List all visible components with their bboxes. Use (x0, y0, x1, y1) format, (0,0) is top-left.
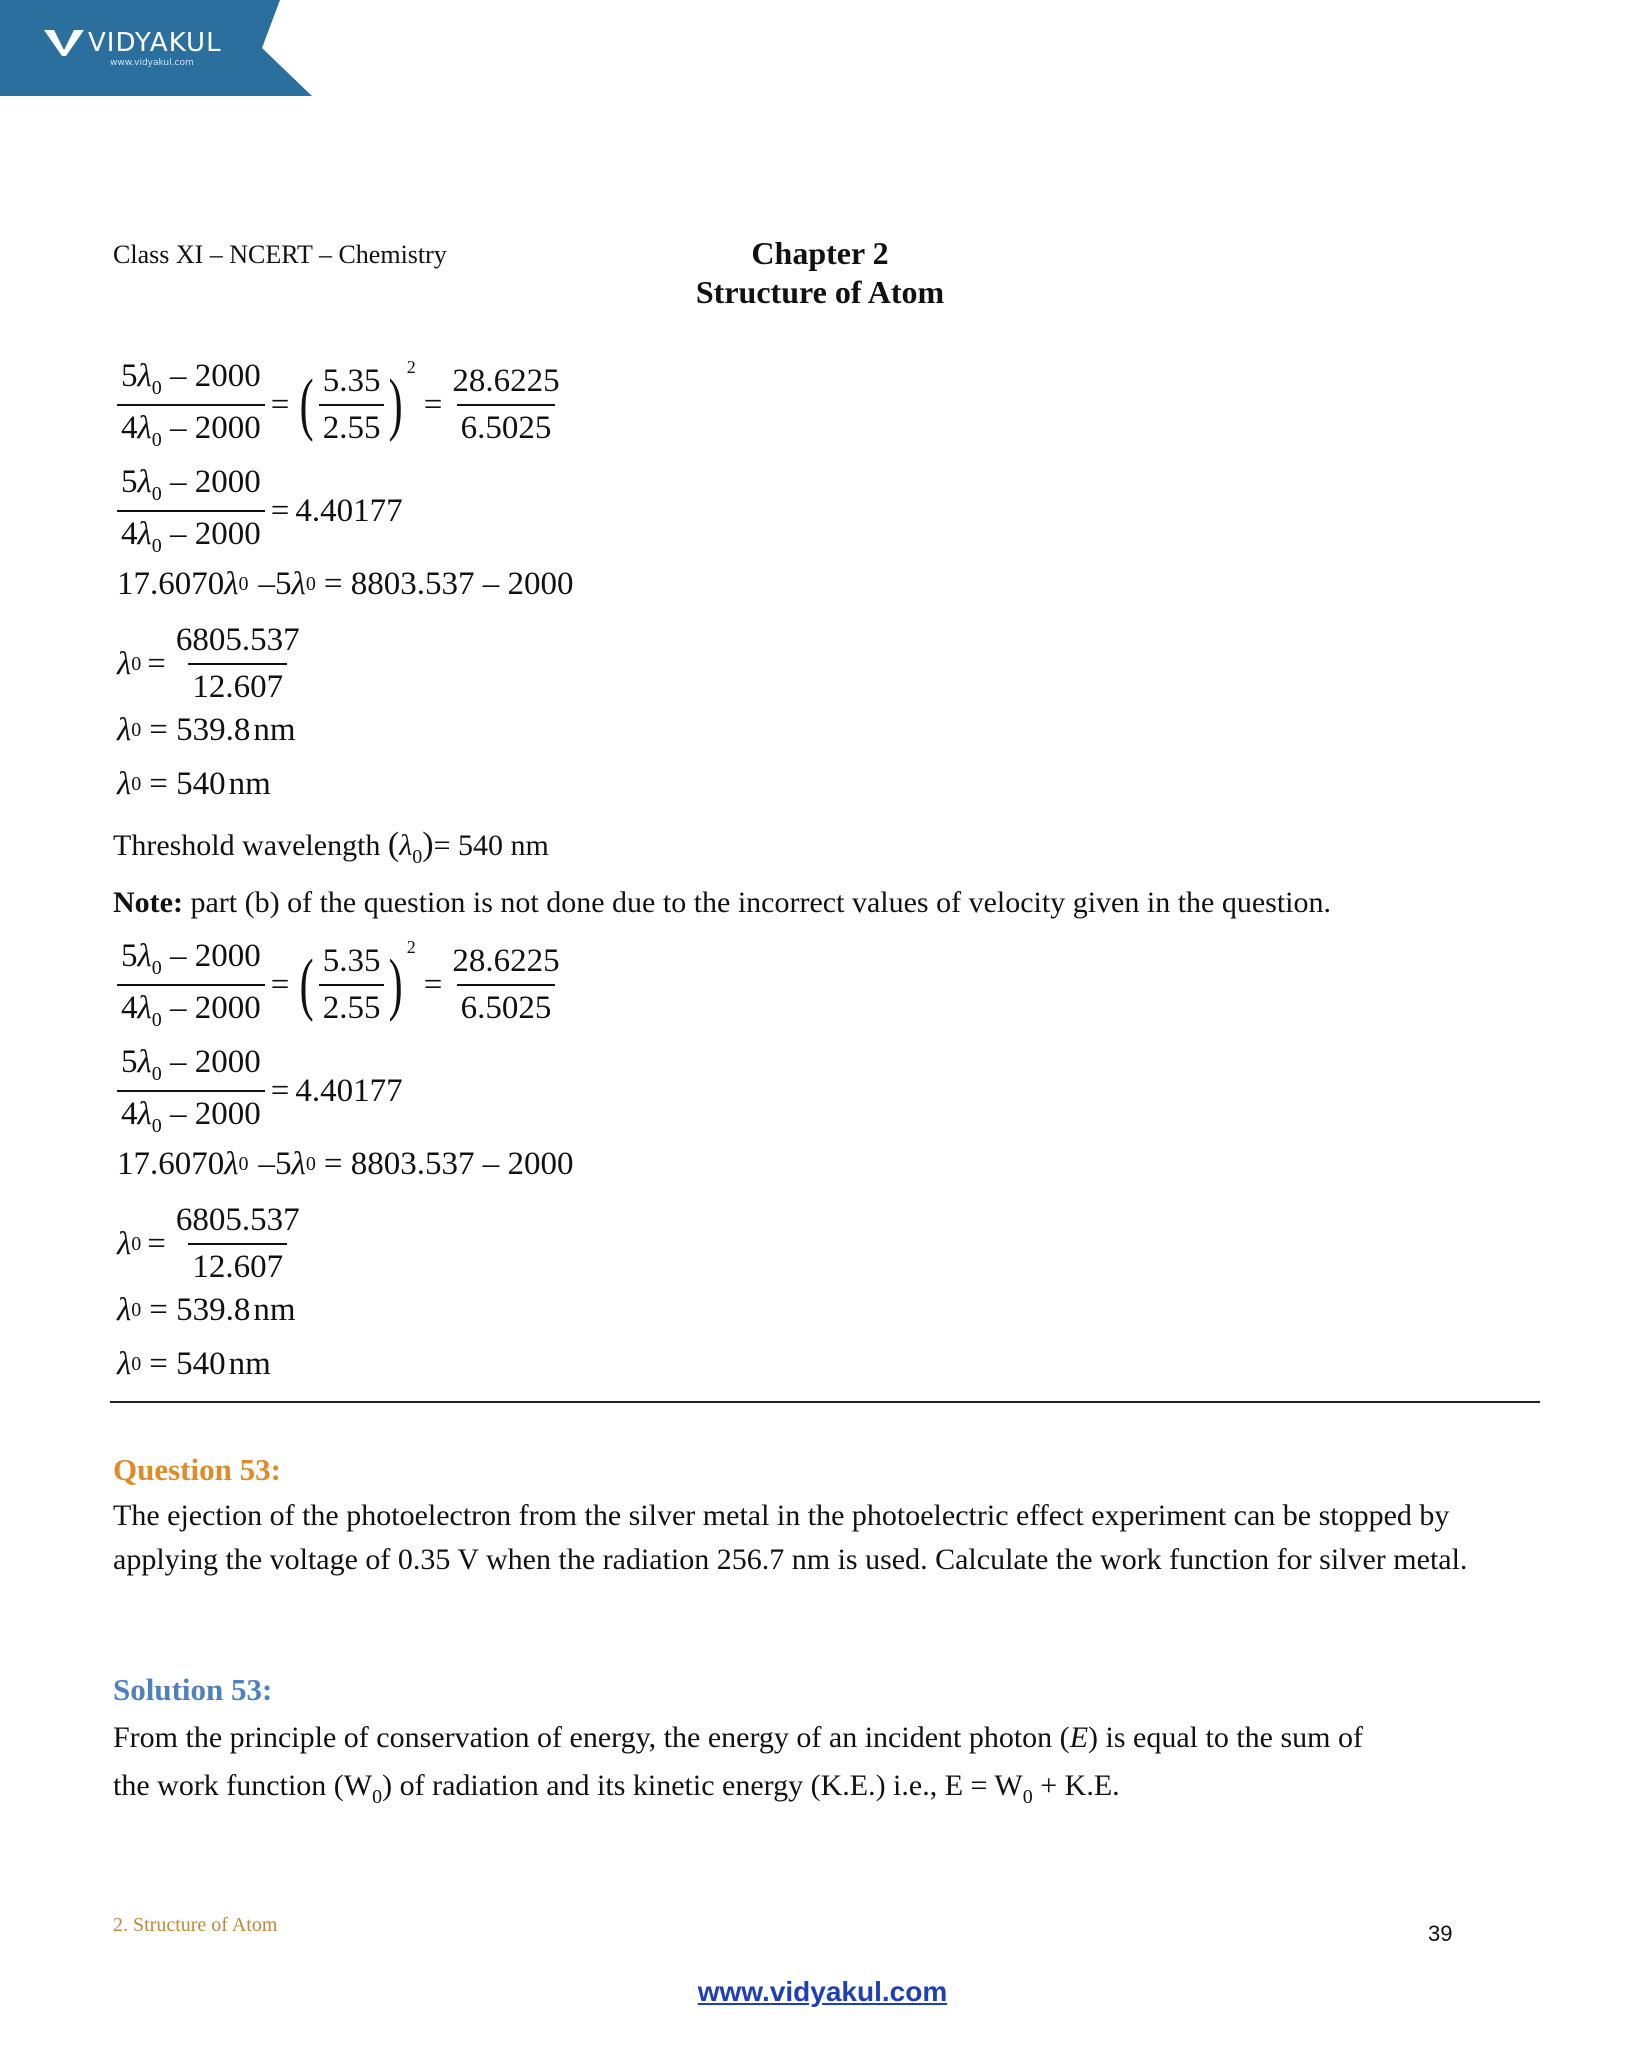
question-text: The ejection of the photoelectron from the silver metal in the photoelectric effect experiment can be stopped by applying the voltage of 0.35 V when the radiation 256.7 nm is used. Calculate the work function for silver metal. (113, 1499, 1468, 1576)
solution-text: From the principle of conservation of energy, the energy of an incident photon (E) is equal to the sum of the work function $(W_0)$ of radiation and its kinetic energy (K.E.) i.e., $E = W_0 + K.E$. (113, 1721, 1363, 1808)
logo-text: VIDYAKUL (88, 28, 222, 58)
equation-ratio: $\frac{5\lambda_0 - 2000}{4\lambda_0 - 2000}$ = ( $\frac{5.35}{2.55}$ ) 2 = $\frac{28.6225}{6.5025}$ (117, 358, 564, 452)
equation-linear: 17.6070 λ 0 –5 λ 0 = 8803.537 – 2000 (117, 1146, 574, 1182)
chapter-title: Structure of Atom (695, 274, 945, 310)
equation-linear: 17.6070 λ 0 –5 λ 0 = 8803.537 – 2000 (117, 566, 574, 602)
logo-url: www.vidyakul.com (110, 58, 194, 68)
chapter-number: Chapter 2 (751, 235, 889, 271)
vidyakul-logo-icon (44, 26, 84, 56)
equation-lambda-value: λ 0 = 539.8 nm (117, 1292, 296, 1328)
chapter-heading (640, 234, 1000, 312)
equation-lambda-rounded: λ 0 = 540 nm (117, 1346, 271, 1382)
question-title: Question 53: (113, 1452, 281, 1487)
equation-ratio: $\frac{5\lambda_0 - 2000}{4\lambda_0 - 2000}$ = ( $\frac{5.35}{2.55}$ ) 2 = $\frac{28.6225}{6.5025}$ (117, 938, 564, 1032)
solution-title: Solution 53: (113, 1672, 273, 1707)
threshold-wavelength-line: Threshold wavelength $(\lambda_0)= 540$ nm (113, 826, 549, 868)
squared-ratio: ( $\frac{5.35}{2.55}$ ) 2 (300, 357, 416, 446)
equation-lambda-fraction: λ 0 = $\frac{6805.537}{12.607}$ (117, 622, 300, 705)
footer-chapter: 2. Structure of Atom (113, 1914, 278, 1936)
page-number: 39 (1428, 1921, 1453, 1946)
note-line: Note: part (b) of the question is not done due to the incorrect values of velocity given in the question. (113, 886, 1332, 919)
fraction: $\frac{5\lambda_0 - 2000}{4\lambda_0 - 2000}$ (117, 358, 265, 452)
footer-website-link[interactable]: www.vidyakul.com (697, 1976, 948, 2007)
equation-lambda-rounded: λ 0 = 540 nm (117, 766, 271, 802)
equation-lambda-value: λ 0 = 539.8 nm (117, 712, 296, 748)
equation-lambda-fraction: λ 0 = $\frac{6805.537}{12.607}$ (117, 1202, 300, 1285)
equation-ratio-result: $\frac{5\lambda_0 - 2000}{4\lambda_0 - 2000}$ = 4.40177 (117, 1044, 403, 1138)
section-divider (110, 1401, 1540, 1403)
class-subject-header: Class XI – NCERT – Chemistry (113, 240, 447, 269)
equation-ratio-result: $\frac{5\lambda_0 - 2000}{4\lambda_0 - 2000}$ = 4.40177 (117, 464, 403, 558)
